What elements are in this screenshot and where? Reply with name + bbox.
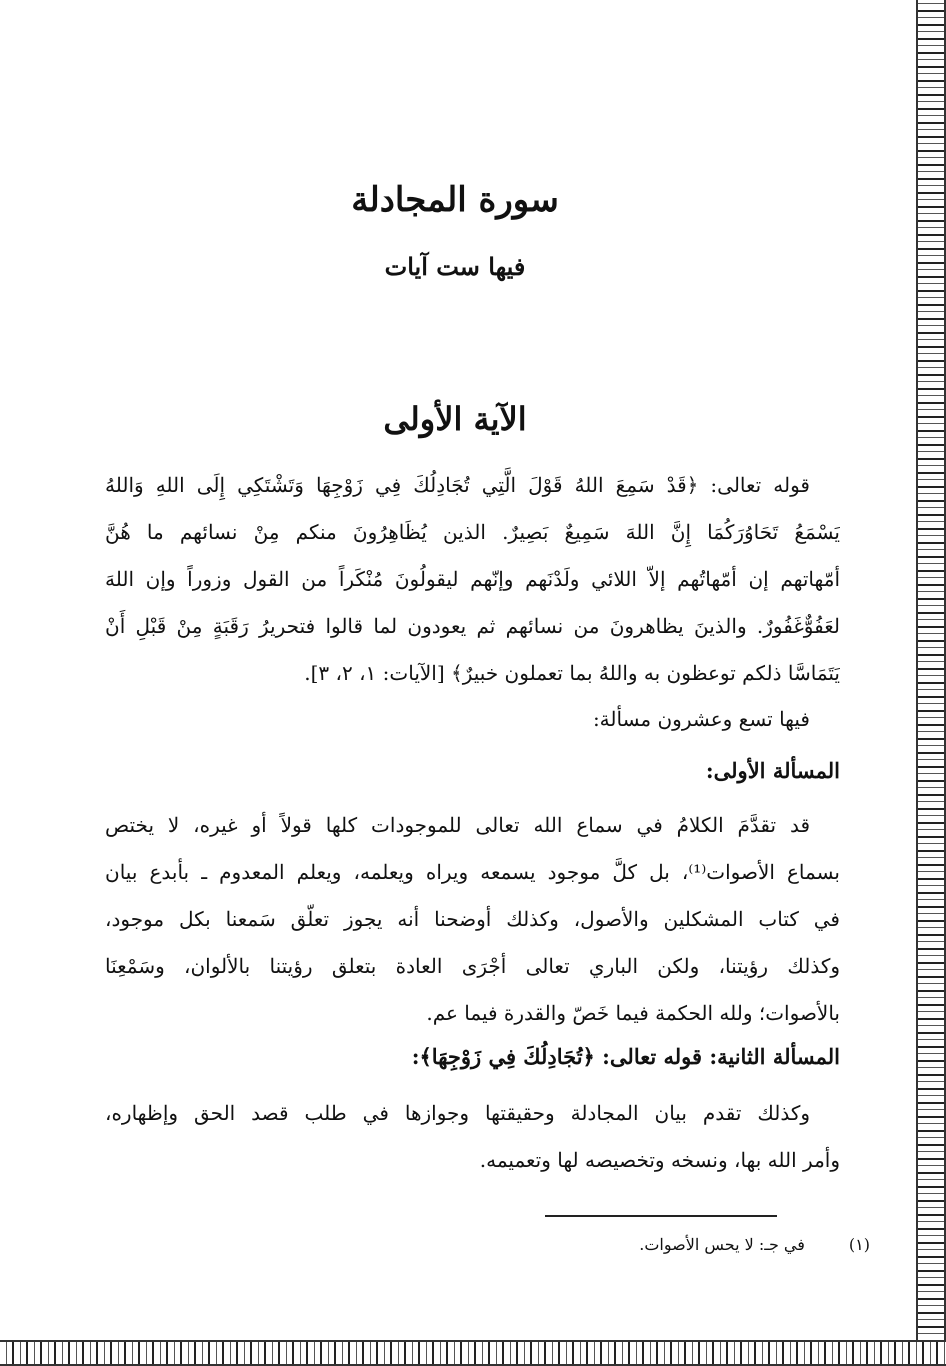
- masala-1-heading: المسألة الأولى:: [705, 758, 840, 783]
- paragraph-line: وأمر الله بها، ونسخه وتخصيصه لها وتعميمه.: [479, 1148, 840, 1172]
- surah-subtitle: فيها ست آيات: [384, 252, 526, 281]
- verse-line: يَتَمَاسَّا ذلكم توعظون به واللهُ بما تعملون خبيرٌ﴾ [الآيات: ١، ٢، ٣].: [304, 661, 840, 685]
- masala-2-heading: المسألة الثانية: قوله تعالى: ﴿تُجَادِلُكَ فِي زَوْجِهَا﴾:: [411, 1044, 840, 1069]
- paragraph-line: في كتاب المشكلين والأصول، وكذلك أوضحنا أنه يجوز تعلّق سَمعنا بكل موجود،: [105, 907, 840, 931]
- verse-paragraph: [105, 462, 840, 697]
- verse-line: لعَفُوٌّغَفُورٌ. والذينَ يظاهرونَ من نسائهم ثم يعودون لما قالوا فتحريرُ رَقَبَةٍ مِنْ قَبْلِ أَنْ: [105, 614, 840, 638]
- decorative-border-bottom: [0, 1340, 946, 1366]
- intro-paragraph: [105, 696, 840, 743]
- masala-1-paragraph: [105, 802, 840, 1037]
- footnote-rule: [545, 1215, 777, 1217]
- decorative-border-right: [916, 0, 946, 1340]
- verse-line: قوله تعالى: ﴿قَدْ سَمِعَ اللهُ قَوْلَ الَّتِي تُجَادِلُكَ فِي زَوْجِهَا وَتَشْتَكِي إِلَى اللهِ وَاللهُ: [105, 473, 810, 497]
- footnote-text: في جـ: لا يحس الأصوات.: [639, 1235, 805, 1254]
- paragraph-line: بالأصوات؛ ولله الحكمة فيما خَصّ والقدرة فيما عم.: [426, 1001, 840, 1025]
- footnote-number: (١): [848, 1235, 870, 1254]
- verse-line: أمّهاتهم إن أمّهاتُهم إلاّ اللائي ولَدْنَهم وإنّهم ليقولُونَ مُنْكَراً من القول وزوراً وإن اللهَ: [105, 567, 840, 591]
- verse-line: يَسْمَعُ تَحَاوُرَكُمَا إِنَّ اللهَ سَمِيعٌ بَصِيرٌ. الذين يُظَاهِرُونَ منكم مِنْ نسائهم ما هُنَّ: [105, 520, 840, 544]
- paragraph-line: وكذلك تقدم بيان المجادلة وحقيقتها وجوازها في طلب قصد الحق وإظهاره،: [105, 1101, 810, 1125]
- paragraph-line: وكذلك رؤيتنا، ولكن الباري تعالى أجْرَى العادة بتعلق رؤيتنا بالألوان، وسَمْعِنَا: [105, 954, 840, 978]
- masala-2-paragraph: [105, 1090, 840, 1184]
- paragraph-line: بسماع الأصوات⁽¹⁾، بل كلَّ موجود يسمعه ويراه ويعلمه، ويعلم المعدوم ـ بأبدع بيان: [105, 860, 840, 884]
- intro-line: فيها تسع وعشرون مسألة:: [592, 707, 810, 731]
- footnote: [500, 1235, 870, 1254]
- surah-title: سورة المجادلة: [351, 180, 559, 220]
- paragraph-line: قد تقدَّمَ الكلامُ في سماع الله تعالى للموجودات كلها قولاً أو غيره، لا يختص: [105, 813, 810, 837]
- ayah-title: الآية الأولى: [383, 400, 527, 438]
